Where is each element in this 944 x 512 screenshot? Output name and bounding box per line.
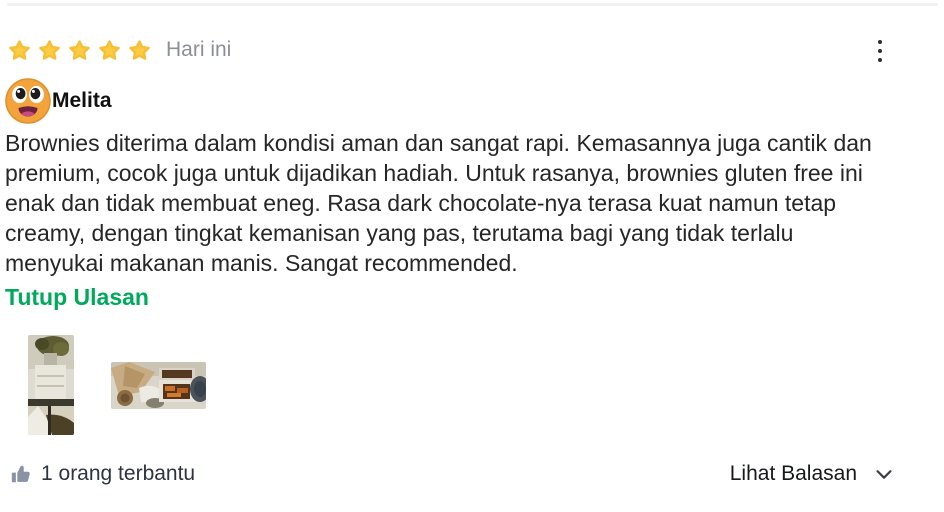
star-icon [128, 39, 151, 62]
divider [7, 3, 938, 6]
review-photo-plant[interactable] [28, 335, 74, 435]
star-icon [38, 39, 61, 62]
star-icon [98, 39, 121, 62]
open-mouth-emoji-avatar [5, 78, 51, 124]
reviewer-row [5, 78, 112, 124]
collapse-review-link[interactable]: Tutup Ulasan [5, 284, 149, 310]
review-body-text: Brownies diterima dalam kondisi aman dan sangat rapi. Kemasannya juga cantik dan premium, cocok juga untuk dijadikan hadiah. Untuk rasanya, brownies gluten free ini enak dan tidak membuat eneg. Rasa dark chocolate-nya terasa kuat namun tetap creamy, dengan tingkat kemanisan yang pas, terutama bagi yang tidak terlalu menyukai makanan manis. Sangat recommended. [5, 130, 872, 276]
reviewer-name: Melita [52, 89, 112, 112]
helpful-section [10, 462, 195, 486]
chevron-down-icon [873, 463, 895, 485]
review-footer [10, 462, 895, 486]
kebab-menu-icon[interactable] [866, 36, 894, 66]
thumbs-up-icon[interactable] [10, 463, 32, 485]
review-photo-brownies-box[interactable] [111, 362, 206, 409]
star-rating [8, 39, 151, 62]
star-icon [8, 39, 31, 62]
view-replies-label: Lihat Balasan [729, 462, 857, 485]
view-replies-button[interactable] [730, 462, 895, 486]
review-date: Hari ini [166, 38, 232, 61]
review-photos [28, 335, 206, 435]
helpful-count-label: 1 orang terbantu [41, 462, 196, 485]
review-header [8, 38, 944, 62]
star-icon [68, 39, 91, 62]
